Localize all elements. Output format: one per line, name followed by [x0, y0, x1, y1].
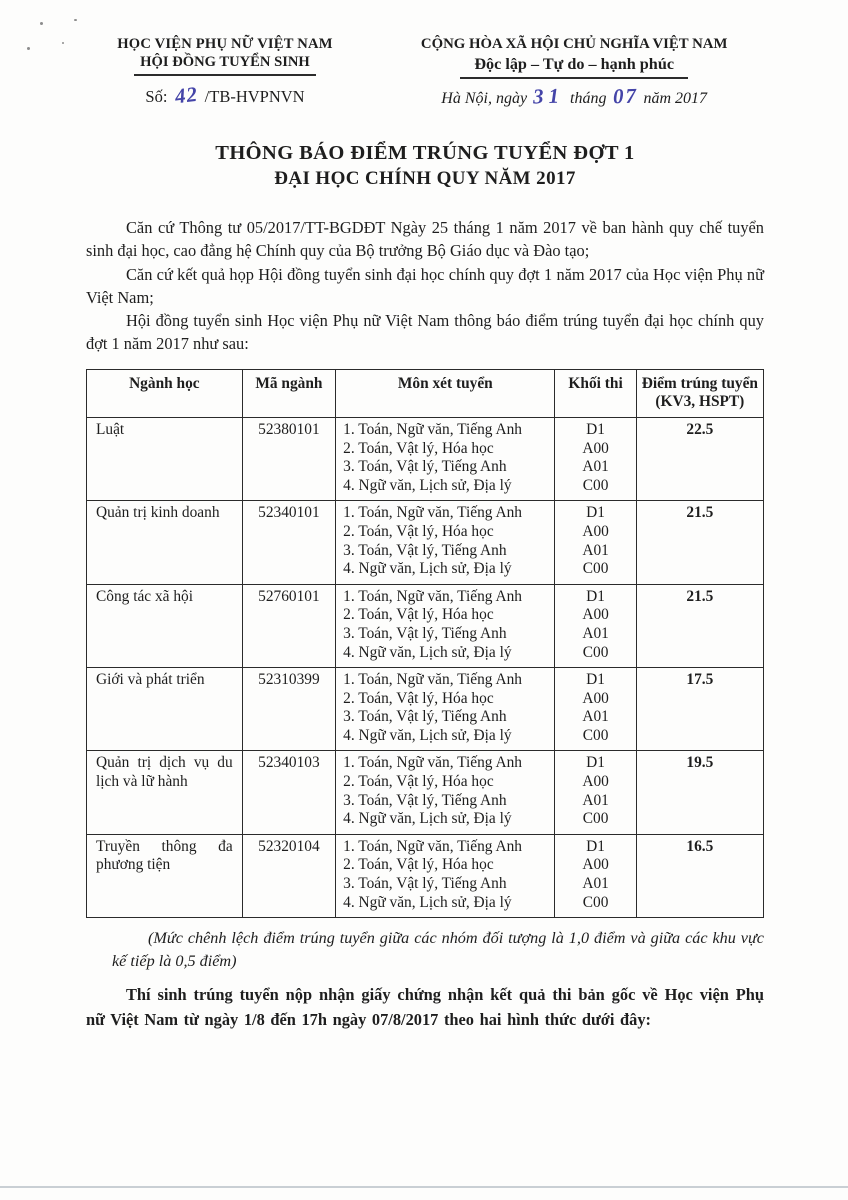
major-code-cell: 52760101	[242, 584, 335, 667]
handwritten-day: 31	[532, 83, 565, 109]
subject-combo-line: 1. Toán, Ngữ văn, Tiếng Anh	[343, 420, 522, 438]
exam-block-line: D1	[586, 837, 605, 855]
exam-block-line: D1	[586, 420, 605, 438]
exam-block-line: A01	[582, 875, 609, 893]
header-major: Ngành học	[87, 369, 243, 417]
number-suffix: /TB-HVPNVN	[204, 87, 305, 106]
header-subjects: Môn xét tuyển	[336, 369, 555, 417]
admission-score-cell: 21.5	[636, 584, 763, 667]
exam-block-line: D1	[586, 504, 605, 522]
subject-combo-line: 4. Ngữ văn, Lịch sử, Địa lý	[343, 726, 512, 744]
major-name-cell: Quản trị kinh doanh	[87, 501, 243, 584]
exam-block-line: C00	[582, 893, 609, 911]
subjects-cell	[336, 501, 555, 584]
place-date-line	[384, 83, 764, 109]
admission-score-table	[86, 369, 764, 918]
document-title	[86, 142, 764, 190]
subject-combo-line: 1. Toán, Ngữ văn, Tiếng Anh	[343, 587, 522, 605]
header-score	[636, 369, 763, 417]
header-row	[87, 369, 764, 417]
issuing-org-block	[86, 36, 364, 107]
national-motto-block	[384, 36, 764, 108]
score-table-header	[87, 369, 764, 417]
title-line-2: ĐẠI HỌC CHÍNH QUY NĂM 2017	[274, 168, 576, 189]
exam-block-line: A01	[582, 708, 609, 726]
major-name-cell: Quản trị dịch vụ du lịch và lữ hành	[87, 751, 243, 834]
subjects-cell	[336, 751, 555, 834]
subjects-cell	[336, 584, 555, 667]
exam-block-line: A00	[582, 856, 609, 874]
exam-block-line: C00	[582, 726, 609, 744]
subject-combo-line: 2. Toán, Vật lý, Hóa học	[343, 522, 494, 540]
handwritten-document-number: 42	[173, 81, 199, 109]
exam-block-line: D1	[586, 671, 605, 689]
subject-combo-line: 2. Toán, Vật lý, Hóa học	[343, 439, 494, 457]
submission-instructions: Thí sinh trúng tuyển nộp nhận giấy chứng nhận kết quả thi bản gốc về Học viện Phụ nữ Việt Nam từ ngày 1/8 đến 17h ngày 07/8/2017 theo hai hình thức dưới đây:	[86, 984, 764, 1029]
subject-combo-line: 2. Toán, Vật lý, Hóa học	[343, 689, 494, 707]
exam-block-line: C00	[582, 560, 609, 578]
table-row	[87, 501, 764, 584]
subject-combo-line: 1. Toán, Ngữ văn, Tiếng Anh	[343, 671, 522, 689]
exam-block-line: A01	[582, 791, 609, 809]
exam-block-line: C00	[582, 810, 609, 828]
exam-block-cell	[555, 584, 636, 667]
subject-combo-line: 3. Toán, Vật lý, Tiếng Anh	[343, 791, 507, 809]
admission-score-cell: 22.5	[636, 417, 763, 500]
exam-block-line: A00	[582, 522, 609, 540]
exam-block-line: A01	[582, 458, 609, 476]
exam-block-line: D1	[586, 587, 605, 605]
preamble-paragraphs	[86, 216, 764, 356]
subjects-cell	[336, 668, 555, 751]
subject-combo-line: 1. Toán, Ngữ văn, Tiếng Anh	[343, 754, 522, 772]
major-name-cell: Giới và phát triển	[87, 668, 243, 751]
exam-block-line: A01	[582, 624, 609, 642]
title-line-1: THÔNG BÁO ĐIỂM TRÚNG TUYỂN ĐỢT 1	[215, 142, 635, 164]
subject-combo-line: 4. Ngữ văn, Lịch sử, Địa lý	[343, 560, 512, 578]
paragraph-legal-basis-2: Căn cứ kết quả họp Hội đồng tuyển sinh đại học chính quy đợt 1 năm 2017 của Học viện Phụ nữ Việt Nam;	[86, 264, 764, 307]
subject-combo-line: 3. Toán, Vật lý, Tiếng Anh	[343, 624, 507, 642]
org-council: HỘI ĐỒNG TUYỂN SINH	[134, 53, 316, 76]
scan-speck	[62, 42, 64, 44]
exam-block-line: A00	[582, 689, 609, 707]
month-word: tháng	[570, 90, 607, 107]
major-name-cell: Truyền thông đa phương tiện	[87, 834, 243, 917]
subject-combo-line: 4. Ngữ văn, Lịch sử, Địa lý	[343, 476, 512, 494]
document-header	[86, 36, 764, 108]
exam-block-line: C00	[582, 643, 609, 661]
subject-combo-line: 4. Ngữ văn, Lịch sử, Địa lý	[343, 893, 512, 911]
subject-combo-line: 3. Toán, Vật lý, Tiếng Anh	[343, 875, 507, 893]
scan-speck	[74, 19, 77, 21]
exam-block-cell	[555, 834, 636, 917]
subject-combo-line: 2. Toán, Vật lý, Hóa học	[343, 606, 494, 624]
subject-combo-line: 2. Toán, Vật lý, Hóa học	[343, 856, 494, 874]
exam-block-line: D1	[586, 754, 605, 772]
subject-combo-line: 3. Toán, Vật lý, Tiếng Anh	[343, 541, 507, 559]
exam-block-line: C00	[582, 476, 609, 494]
exam-block-line: A01	[582, 541, 609, 559]
scan-edge-line	[0, 1186, 848, 1188]
score-gap-note: (Mức chênh lệch điểm trúng tuyển giữa các nhóm đối tượng là 1,0 điểm và giữa các khu vực kế tiếp là 0,5 điểm)	[112, 929, 764, 970]
admission-score-cell: 17.5	[636, 668, 763, 751]
exam-block-cell	[555, 751, 636, 834]
table-row	[87, 834, 764, 917]
number-label: Số:	[145, 87, 168, 106]
subject-combo-line: 1. Toán, Ngữ văn, Tiếng Anh	[343, 837, 522, 855]
major-code-cell: 52340101	[242, 501, 335, 584]
exam-block-line: A00	[582, 606, 609, 624]
header-score-label: Điểm trúng tuyển	[641, 374, 758, 392]
subject-combo-line: 3. Toán, Vật lý, Tiếng Anh	[343, 458, 507, 476]
subject-combo-line: 4. Ngữ văn, Lịch sử, Địa lý	[343, 643, 512, 661]
subjects-cell	[336, 417, 555, 500]
exam-block-cell	[555, 668, 636, 751]
exam-block-cell	[555, 501, 636, 584]
admission-score-cell: 16.5	[636, 834, 763, 917]
handwritten-month: 07	[612, 83, 638, 109]
table-row	[87, 584, 764, 667]
subject-combo-line: 1. Toán, Ngữ văn, Tiếng Anh	[343, 504, 522, 522]
header-score-sub: (KV3, HSPT)	[655, 393, 745, 411]
table-row	[87, 668, 764, 751]
exam-block-line: A00	[582, 773, 609, 791]
national-motto: Độc lập – Tự do – hạnh phúc	[460, 55, 688, 79]
major-name-cell: Luật	[87, 417, 243, 500]
exam-block-line: A00	[582, 439, 609, 457]
paragraph-legal-basis-1: Căn cứ Thông tư 05/2017/TT-BGDĐT Ngày 25 tháng 1 năm 2017 về ban hành quy chế tuyển sinh đại học, cao đẳng hệ Chính quy của Bộ trưởng Bộ Giáo dục và Đào tạo;	[86, 218, 764, 261]
subject-combo-line: 4. Ngữ văn, Lịch sử, Địa lý	[343, 810, 512, 828]
admission-score-cell: 21.5	[636, 501, 763, 584]
year-word: năm 2017	[643, 90, 708, 107]
subject-combo-line: 3. Toán, Vật lý, Tiếng Anh	[343, 708, 507, 726]
subject-combo-line: 2. Toán, Vật lý, Hóa học	[343, 773, 494, 791]
header-major-code: Mã ngành	[242, 369, 335, 417]
table-row	[87, 751, 764, 834]
scan-speck	[27, 47, 30, 50]
exam-block-cell	[555, 417, 636, 500]
place-date-prefix: Hà Nội, ngày	[441, 90, 528, 107]
subjects-cell	[336, 834, 555, 917]
header-exam-block: Khối thi	[555, 369, 636, 417]
major-code-cell: 52340103	[242, 751, 335, 834]
admission-score-cell: 19.5	[636, 751, 763, 834]
major-code-cell: 52320104	[242, 834, 335, 917]
major-code-cell: 52380101	[242, 417, 335, 500]
table-row	[87, 417, 764, 500]
document-number-line	[86, 81, 364, 109]
national-title: CỘNG HÒA XÃ HỘI CHỦ NGHĨA VIỆT NAM	[420, 36, 728, 52]
score-table-body	[87, 417, 764, 917]
major-code-cell: 52310399	[242, 668, 335, 751]
scan-speck	[40, 22, 43, 25]
paragraph-announcement: Hội đồng tuyển sinh Học viện Phụ nữ Việt Nam thông báo điểm trúng tuyển đại học chính quy đợt 1 năm 2017 như sau:	[86, 311, 764, 354]
org-name: HỌC VIỆN PHỤ NỮ VIỆT NAM	[117, 36, 333, 52]
major-name-cell: Công tác xã hội	[87, 584, 243, 667]
